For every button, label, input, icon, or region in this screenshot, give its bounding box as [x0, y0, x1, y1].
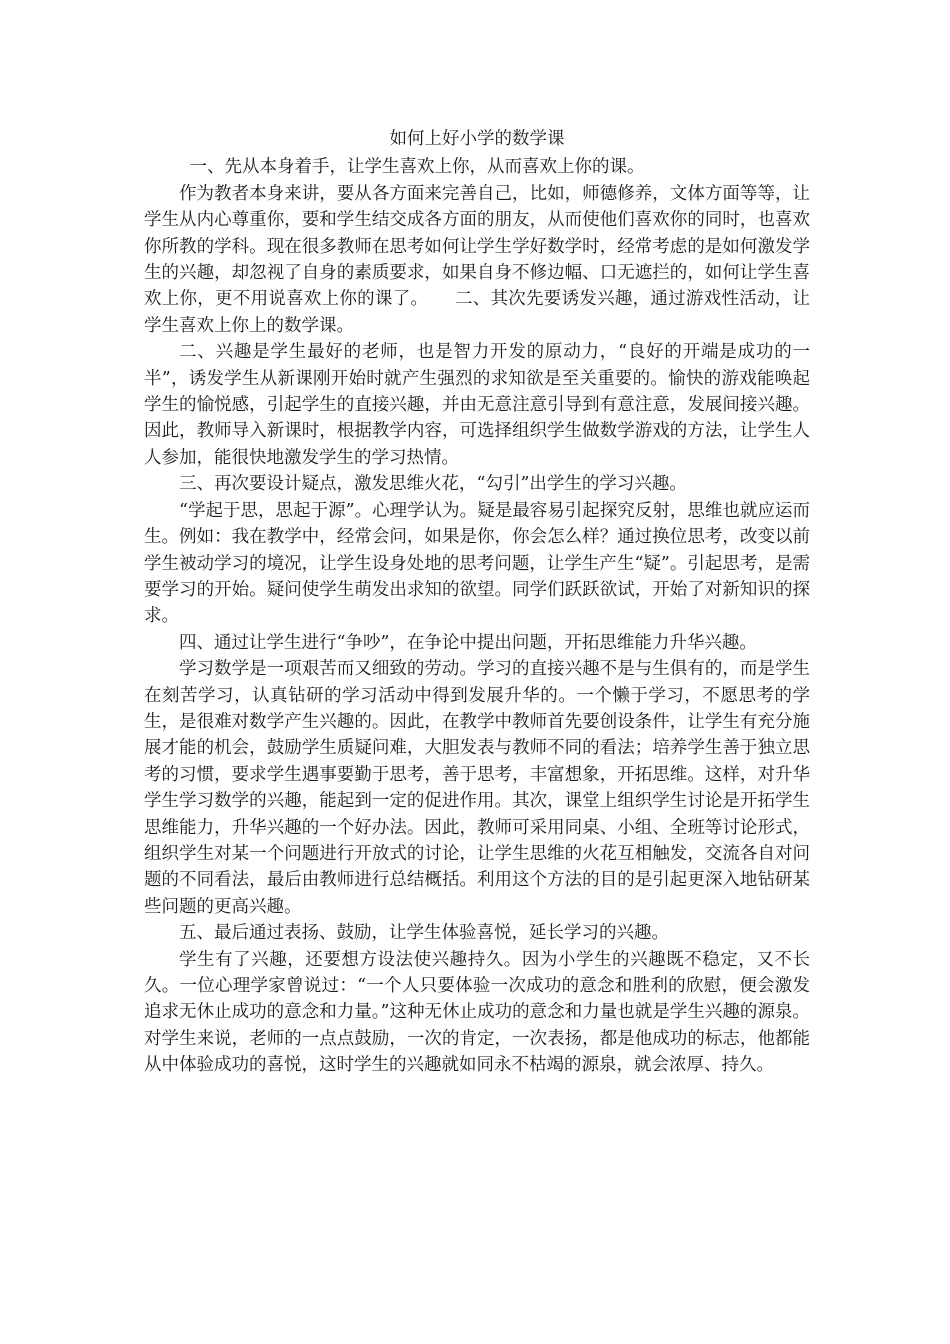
- heading-1: 一、先从本身着手，让学生喜欢上你，从而喜欢上你的课。: [189, 157, 645, 178]
- heading-5: 五、最后通过表扬、鼓励，让学生体验喜悦，延长学习的兴趣。: [179, 923, 669, 944]
- paragraph-2: 二、兴趣是学生最好的老师，也是智力开发的原动力，“良好的开端是成功的一半”，诱发学生从新课刚开始时就产生强烈的求知欲是至关重要的。愉快的游戏能唤起学生的愉悦感，引起学生的直接兴趣，并由无意注意引导到有意注意，发展间接兴趣。因此，教师导入新课时，根据教学内容，可选择组织学生做数学游戏的方法，让学生人人参加，能很快地激发学生的学习热情。: [144, 342, 810, 468]
- document-title: 如何上好小学的数学课: [389, 129, 565, 149]
- paragraph-4: 学习数学是一项艰苦而又细致的劳动。学习的直接兴趣不是与生俱有的，而是学生在刻苦学习，认真钻研的学习活动中得到发展升华的。一个懒于学习，不愿思考的学生，是很难对数学产生兴趣的。因此，在教学中教师首先要创设条件，让学生有充分施展才能的机会，鼓励学生质疑问难，大胆发表与教师不同的看法；培养学生善于独立思考的习惯，要求学生遇事要勤于思考，善于思考，丰富想象，开拓思维。这样，对升华学生学习数学的兴趣，能起到一定的促进作用。其次，课堂上组织学生讨论是开拓学生思维能力，升华兴趣的一个好办法。因此，教师可采用同桌、小组、全班等讨论形式，组织学生对某一个问题进行开放式的讨论，让学生思维的火花互相触发，交流各自对问题的不同看法，最后由教师进行总结概括。利用这个方法的目的是引起更深入地钻研某些问题的更高兴趣。: [144, 659, 810, 917]
- heading-4: 四、通过让学生进行“争吵”，在争论中提出问题，开拓思维能力升华兴趣。: [179, 632, 757, 653]
- paragraph-1: 作为教者本身来讲，要从各方面来完善自己，比如，师德修养，文体方面等等，让学生从内心尊重你，要和学生结交成各方面的朋友，从而使他们喜欢你的同时，也喜欢你所教的学科。现在很多教师在思考如何让学生学好数学时，经常考虑的是如何激发学生的兴趣，却忽视了自身的素质要求，如果自身不修边幅、口无遮拦的，如何让学生喜欢上你，更不用说喜欢上你的课了。 二、其次先要诱发兴趣，通过游戏性活动，让学生喜欢上你上的数学课。: [144, 183, 810, 336]
- paragraph-5: 学生有了兴趣，还要想方设法使兴趣持久。因为小学生的兴趣既不稳定，又不长久。一位心理学家曾说过：“一个人只要体验一次成功的意念和胜利的欣慰，便会激发追求无休止成功的意念和力量。”这种无休止成功的意念和力量也就是学生兴趣的源泉。对学生来说，老师的一点点鼓励，一次的肯定，一次表扬，都是他成功的标志，他都能从中体验成功的喜悦，这时学生的兴趣就如同永不枯竭的源泉，就会浓厚、持久。: [144, 949, 810, 1076]
- paragraph-3: “学起于思，思起于源”。心理学认为。疑是最容易引起探究反射，思维也就应运而生。例如：我在教学中，经常会问，如果是你，你会怎么样？通过换位思考，改变以前学生被动学习的境况，让学生设身处地的思考问题，让学生产生“疑”。引起思考，是需要学习的开始。疑问使学生萌发出求知的欲望。同学们跃跃欲试，开始了对新知识的探求。: [144, 500, 810, 627]
- heading-3: 三、再次要设计疑点，激发思维火花，“勾引”出学生的学习兴趣。: [179, 474, 687, 495]
- document-body: [144, 126, 810, 1079]
